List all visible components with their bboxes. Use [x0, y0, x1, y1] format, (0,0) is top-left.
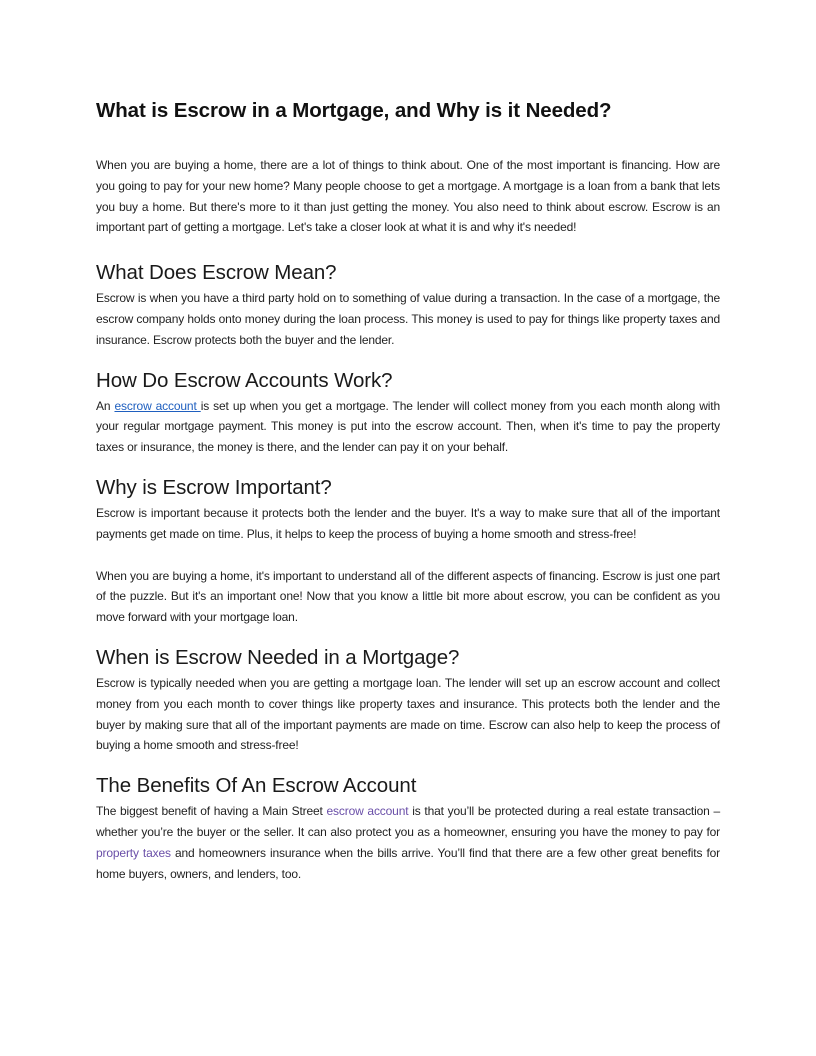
- paragraph-escrow-meaning: Escrow is when you have a third party hold on to something of value during a transaction. In the case of a mortgage, the escrow company holds onto money during the loan process. This money is used to pay for things like property taxes and insurance. Escrow protects both the buyer and the lender.: [96, 291, 720, 347]
- document-page: [96, 97, 720, 884]
- main-street-escrow-account-link[interactable]: escrow account: [326, 804, 409, 819]
- heading-what-does-escrow-mean: What Does Escrow Mean?: [96, 261, 337, 285]
- paragraph-escrow-summary: When you are buying a home, it's important to understand all of the different aspects of financing. Escrow is just one part of the puzzle. But it's an important one! Now that you know a little bit more about escrow, you can be confident as you move forward with your mortgage loan.: [96, 568, 720, 625]
- paragraph-escrow-benefits: [96, 801, 720, 884]
- intro-paragraph: When you are buying a home, there are a lot of things to think about. One of the most important is financing. How are you going to pay for your new home? Many people choose to get a mortgage. A mortgage is a loan from a bank that lets you buy a home. But there's more to it than just getting the money. You also need to think about escrow. Escrow is an important part of getting a mortgage. Let's take a closer look at what it is and why it's needed!: [96, 158, 720, 235]
- heading-why-escrow-important: Why is Escrow Important?: [96, 475, 332, 499]
- heading-benefits-escrow-account: The Benefits Of An Escrow Account: [96, 774, 417, 798]
- property-taxes-link[interactable]: property taxes: [96, 845, 171, 860]
- text-segment: and homeowners insurance when the bills arrive. You’ll find that there are a few other great benefits for home buyers, owners, and lenders, too.: [96, 845, 721, 881]
- paragraph-escrow-accounts: [96, 396, 720, 458]
- document-title: What is Escrow in a Mortgage, and Why is it Needed?: [96, 99, 612, 122]
- escrow-account-link[interactable]: escrow account: [114, 398, 201, 413]
- heading-when-escrow-needed: When is Escrow Needed in a Mortgage?: [96, 645, 460, 669]
- text-segment: An: [96, 398, 115, 413]
- paragraph-escrow-needed: Escrow is typically needed when you are getting a mortgage loan. The lender will set up an escrow account and collect money from you each month to cover things like property taxes and insurance. This protects both the lender and the buyer by making sure that all of the important payments are made on time. Escrow can also help to keep the process of buying a home smooth and stress-free!: [96, 675, 720, 753]
- text-segment: The biggest benefit of having a Main Street: [96, 804, 327, 819]
- paragraph-escrow-importance: Escrow is important because it protects both the lender and the buyer. It's a way to make sure that all of the important payments get made on time. Plus, it helps to keep the process of buying a home smooth and stress-free!: [96, 505, 720, 541]
- heading-how-escrow-accounts-work: How Do Escrow Accounts Work?: [96, 368, 393, 392]
- text-segment: is set up when you get a mortgage. The lender will collect money from you each month along with your regular mortgage payment. This money is put into the escrow account. Then, when it's time to pay the property taxes or insurance, the money is there, and the lender can pay it on your behalf.: [96, 398, 721, 455]
- text-segment: is that you’ll be protected during a real estate transaction – whether you’re the buyer or the seller. It can also protect you as a homeowner, ensuring you have the money to pay for: [96, 804, 720, 839]
